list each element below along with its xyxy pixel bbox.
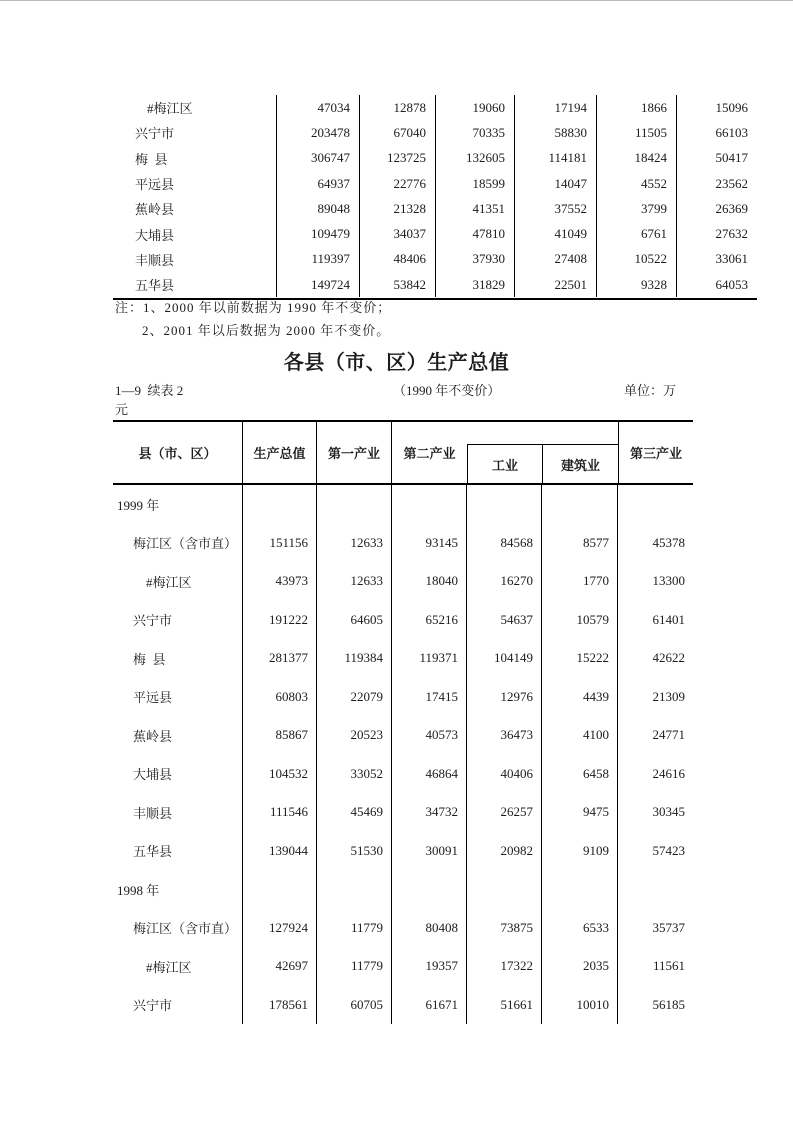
secondary-industry-cell: 70335: [436, 120, 515, 145]
secondary-industry-cell: 30091: [392, 832, 467, 871]
construction-cell: 9475: [542, 793, 618, 832]
gdp-total-cell: 119397: [277, 247, 360, 272]
county-name-cell: 梅 县: [113, 146, 277, 171]
county-name-cell: 五华县: [113, 832, 243, 871]
primary-industry-cell: 12878: [360, 95, 436, 120]
county-name-cell: #梅江区: [113, 95, 277, 120]
secondary-industry-cell: 19060: [436, 95, 515, 120]
gdp-total-cell: 191222: [243, 601, 317, 640]
construction-cell: 9328: [597, 272, 677, 297]
tertiary-industry-cell: 57423: [652, 842, 685, 858]
tertiary-industry-cell: 64053: [715, 276, 748, 292]
industry-cell: 73875: [467, 909, 542, 948]
primary-industry-cell: 67040: [360, 120, 436, 145]
construction-cell: 2035: [542, 947, 618, 986]
secondary-industry-cell: 65216: [392, 601, 467, 640]
industry-cell: [467, 870, 542, 909]
header-tertiary-industry: 第三产业: [618, 422, 693, 483]
county-name-cell: 兴宁市: [113, 601, 243, 640]
industry-cell: 40406: [467, 755, 542, 794]
county-name-cell: #梅江区: [113, 947, 243, 986]
county-name-cell: 蕉岭县: [113, 196, 277, 221]
tertiary-industry-cell: [618, 870, 693, 909]
tertiary-industry-cell: 66103: [715, 124, 748, 140]
gdp-total-cell: 109479: [277, 221, 360, 246]
primary-industry-cell: 48406: [360, 247, 436, 272]
primary-industry-cell: 12633: [317, 562, 392, 601]
primary-industry-cell: 123725: [360, 146, 436, 171]
tertiary-industry-cell: 21309: [652, 688, 685, 704]
industry-cell: 17194: [515, 95, 597, 120]
industry-cell: 84568: [467, 524, 542, 563]
page-title: 各县（市、区）生产总值: [283, 352, 510, 374]
industry-cell: 41049: [515, 221, 597, 246]
county-name-cell: 丰顺县: [113, 793, 243, 832]
industry-cell: 114181: [515, 146, 597, 171]
industry-cell: 14047: [515, 171, 597, 196]
construction-cell: [542, 485, 618, 524]
header-construction: 建筑业: [560, 457, 600, 473]
construction-cell: 15222: [542, 639, 618, 678]
primary-industry-cell: 20523: [317, 716, 392, 755]
gdp-total-cell: [243, 870, 317, 909]
construction-cell: 9109: [542, 832, 618, 871]
construction-cell: 1866: [597, 95, 677, 120]
tertiary-industry-cell: 33061: [715, 251, 748, 267]
construction-cell: 4552: [597, 171, 677, 196]
primary-industry-cell: [317, 870, 392, 909]
primary-industry-cell: 11779: [317, 947, 392, 986]
secondary-industry-cell: 80408: [392, 909, 467, 948]
county-name-cell: 梅江区（含市直）: [113, 524, 243, 563]
table-number-label: 1—9 续表 2: [115, 383, 184, 398]
industry-cell: 51661: [467, 986, 542, 1025]
industry-cell: 36473: [467, 716, 542, 755]
gdp-total-cell: 64937: [277, 171, 360, 196]
county-name-cell: 兴宁市: [113, 120, 277, 145]
secondary-industry-cell: 18599: [436, 171, 515, 196]
industry-cell: 58830: [515, 120, 597, 145]
secondary-industry-cell: 31829: [436, 272, 515, 297]
primary-industry-cell: 45469: [317, 793, 392, 832]
gdp-total-cell: 151156: [243, 524, 317, 563]
secondary-industry-cell: 41351: [436, 196, 515, 221]
county-name-cell: 平远县: [113, 678, 243, 717]
secondary-industry-cell: 17415: [392, 678, 467, 717]
construction-cell: [542, 870, 618, 909]
tertiary-industry-cell: 50417: [715, 150, 748, 166]
tertiary-industry-cell: 61401: [652, 611, 685, 627]
tertiary-industry-cell: 42622: [652, 650, 685, 666]
gdp-total-cell: [243, 485, 317, 524]
gdp-total-cell: 111546: [243, 793, 317, 832]
industry-cell: 104149: [467, 639, 542, 678]
header-secondary-subgroup: [467, 444, 618, 483]
tertiary-industry-cell: 26369: [715, 200, 748, 216]
gdp-total-cell: 127924: [243, 909, 317, 948]
secondary-industry-cell: 46864: [392, 755, 467, 794]
county-name-cell: 大埔县: [113, 221, 277, 246]
county-name-cell: #梅江区: [113, 562, 243, 601]
construction-cell: 6533: [542, 909, 618, 948]
secondary-industry-cell: 132605: [436, 146, 515, 171]
gdp-table-main-body: [113, 485, 693, 1024]
industry-cell: 20982: [467, 832, 542, 871]
secondary-industry-cell: [392, 870, 467, 909]
county-name-cell: 梅江区（含市直）: [113, 909, 243, 948]
construction-cell: 1770: [542, 562, 618, 601]
secondary-industry-cell: 93145: [392, 524, 467, 563]
gdp-total-cell: 149724: [277, 272, 360, 297]
unit-label: 单位：万: [624, 383, 677, 398]
county-name-cell: 大埔县: [113, 755, 243, 794]
county-name-cell: 梅 县: [113, 639, 243, 678]
tertiary-industry-cell: [618, 485, 693, 524]
tertiary-industry-cell: 30345: [652, 804, 685, 820]
construction-cell: 8577: [542, 524, 618, 563]
primary-industry-cell: [317, 485, 392, 524]
gdp-total-cell: 85867: [243, 716, 317, 755]
primary-industry-cell: 22079: [317, 678, 392, 717]
construction-cell: 4100: [542, 716, 618, 755]
county-name-cell: 1998 年: [113, 870, 243, 909]
header-primary-industry: 第一产业: [317, 422, 392, 483]
gdp-total-cell: 139044: [243, 832, 317, 871]
gdp-total-cell: 60803: [243, 678, 317, 717]
gdp-table-continuation-top: [113, 95, 757, 300]
construction-cell: 4439: [542, 678, 618, 717]
secondary-industry-cell: 61671: [392, 986, 467, 1025]
industry-cell: [467, 485, 542, 524]
tertiary-industry-cell: 23562: [715, 175, 748, 191]
tertiary-industry-cell: 11561: [652, 958, 685, 974]
gdp-total-cell: 203478: [277, 120, 360, 145]
county-name-cell: 1999 年: [113, 485, 243, 524]
gdp-total-cell: 281377: [243, 639, 317, 678]
secondary-industry-cell: 47810: [436, 221, 515, 246]
primary-industry-cell: 11779: [317, 909, 392, 948]
construction-cell: 10579: [542, 601, 618, 640]
unit-label-wrapped: 元: [115, 402, 129, 417]
county-name-cell: 平远县: [113, 171, 277, 196]
tertiary-industry-cell: 45378: [652, 534, 685, 550]
county-name-cell: 五华县: [113, 272, 277, 297]
industry-cell: 54637: [467, 601, 542, 640]
primary-industry-cell: 51530: [317, 832, 392, 871]
gdp-total-cell: 42697: [243, 947, 317, 986]
tertiary-industry-cell: 13300: [652, 573, 685, 589]
gdp-total-cell: 104532: [243, 755, 317, 794]
tertiary-industry-cell: 56185: [652, 996, 685, 1012]
construction-cell: 10010: [542, 986, 618, 1025]
secondary-industry-cell: 19357: [392, 947, 467, 986]
construction-cell: 3799: [597, 196, 677, 221]
primary-industry-cell: 119384: [317, 639, 392, 678]
note-line-1: 注：1、2000 年以前数据为 1990 年不变价；: [115, 300, 392, 315]
header-county: 县（市、区）: [113, 422, 243, 483]
primary-industry-cell: 60705: [317, 986, 392, 1025]
secondary-industry-cell: 119371: [392, 639, 467, 678]
tertiary-industry-cell: 24616: [652, 765, 685, 781]
primary-industry-cell: 53842: [360, 272, 436, 297]
gdp-total-cell: 89048: [277, 196, 360, 221]
page-top-edge: [0, 0, 793, 1]
construction-cell: 6458: [542, 755, 618, 794]
county-name-cell: 蕉岭县: [113, 716, 243, 755]
constant-price-label: （1990 年不变价）: [393, 383, 501, 398]
gdp-total-cell: 178561: [243, 986, 317, 1025]
gdp-table-continuation-body: [113, 95, 757, 298]
industry-cell: 22501: [515, 272, 597, 297]
secondary-industry-cell: [392, 485, 467, 524]
industry-cell: 27408: [515, 247, 597, 272]
primary-industry-cell: 12633: [317, 524, 392, 563]
tertiary-industry-cell: 27632: [715, 226, 748, 242]
county-name-cell: 兴宁市: [113, 986, 243, 1025]
tertiary-industry-cell: 24771: [652, 727, 685, 743]
construction-cell: 11505: [597, 120, 677, 145]
gdp-total-cell: 43973: [243, 562, 317, 601]
industry-cell: 17322: [467, 947, 542, 986]
note-line-2: 2、2001 年以后数据为 2000 年不变价。: [142, 323, 391, 338]
industry-cell: 16270: [467, 562, 542, 601]
tertiary-industry-cell: 15096: [715, 99, 748, 115]
construction-cell: 18424: [597, 146, 677, 171]
industry-cell: 26257: [467, 793, 542, 832]
secondary-industry-cell: 37930: [436, 247, 515, 272]
primary-industry-cell: 21328: [360, 196, 436, 221]
gdp-total-cell: 47034: [277, 95, 360, 120]
industry-cell: 12976: [467, 678, 542, 717]
gdp-table-main: [113, 420, 693, 1024]
construction-cell: 10522: [597, 247, 677, 272]
tertiary-industry-cell: 35737: [652, 919, 685, 935]
construction-cell: 6761: [597, 221, 677, 246]
header-industry: 工业: [468, 445, 543, 483]
gdp-total-cell: 306747: [277, 146, 360, 171]
secondary-industry-cell: 40573: [392, 716, 467, 755]
primary-industry-cell: 22776: [360, 171, 436, 196]
secondary-industry-cell: 34732: [392, 793, 467, 832]
primary-industry-cell: 34037: [360, 221, 436, 246]
header-secondary-industry: 第二产业: [403, 446, 456, 461]
header-gdp-total: 生产总值: [243, 422, 317, 483]
gdp-table-header: [113, 420, 693, 485]
industry-cell: 37552: [515, 196, 597, 221]
primary-industry-cell: 33052: [317, 755, 392, 794]
secondary-industry-cell: 18040: [392, 562, 467, 601]
primary-industry-cell: 64605: [317, 601, 392, 640]
county-name-cell: 丰顺县: [113, 247, 277, 272]
